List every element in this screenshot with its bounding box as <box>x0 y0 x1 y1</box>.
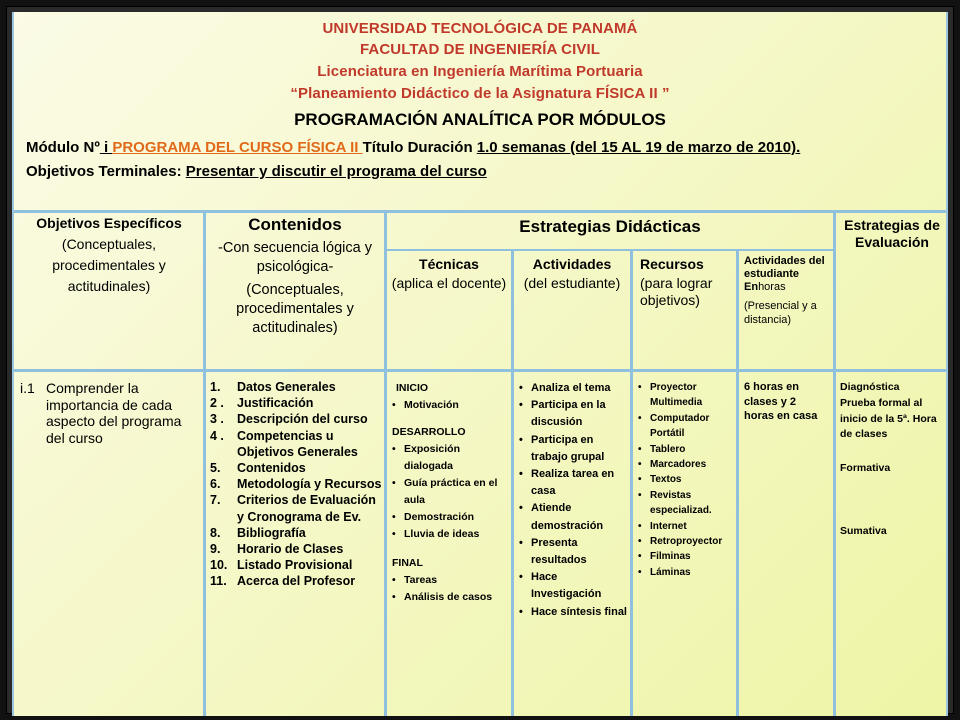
recurso-item-text: Filminas <box>650 551 691 563</box>
tecnica-item <box>392 589 510 606</box>
col-objetivos-header <box>16 214 202 297</box>
contenido-text: Contenidos <box>237 461 306 476</box>
university-name: UNIVERSIDAD TECNOLÓGICA DE PANAMÁ <box>322 20 638 37</box>
bullet-icon: • <box>638 412 642 424</box>
tecnica-item <box>392 572 510 589</box>
bullet-icon: • <box>392 574 396 586</box>
objetivos-terminales-label: Objetivos Terminales: <box>26 163 186 180</box>
bullet-icon: • <box>519 382 523 394</box>
recurso-item-text: Computador Portátil <box>650 412 710 440</box>
estrategias-didacticas-header: Estrategias Didácticas <box>519 217 701 236</box>
col-contenidos-header <box>207 215 383 338</box>
tecnica-item <box>392 441 510 475</box>
bullet-icon: • <box>638 474 642 486</box>
contenido-item <box>210 379 382 395</box>
col-horas-title: Actividades del estudiante <box>744 255 825 280</box>
tecnica-item-text: Motivación <box>404 399 459 411</box>
modulo-line <box>26 139 936 156</box>
actividad-item-text: Participa en la discusión <box>531 399 606 429</box>
contenido-item <box>210 557 382 573</box>
col-contenidos-subtitle-2: (Conceptuales, procedimentales y actitudinales) <box>236 282 354 336</box>
tecnicas-desarrollo-list <box>392 441 510 543</box>
bullet-icon: • <box>392 528 396 540</box>
contenidos-list <box>210 379 382 590</box>
actividad-item-text: Participa en trabajo grupal <box>531 433 605 463</box>
actividad-item-text: Atiende demostración <box>531 502 604 532</box>
modulo-label: Módulo Nº <box>26 139 100 156</box>
contenido-number: 11. <box>210 574 227 589</box>
contenido-item <box>210 573 382 589</box>
contenido-text: Metodología y Recursos <box>237 477 382 492</box>
contenido-item <box>210 476 382 492</box>
bullet-icon: • <box>638 566 642 578</box>
eval-diagnostica-detail: Prueba formal al inicio de la 5ª. Hora de clases <box>840 397 937 441</box>
recurso-item-text: Revistas especializad. <box>650 489 712 517</box>
tecnicas-desarrollo: DESARROLLO <box>392 426 466 438</box>
bullet-icon: • <box>519 399 523 412</box>
actividad-item-text: Hace síntesis final <box>531 605 627 618</box>
titulo-label: Título Duración <box>362 139 477 156</box>
col-horas-en: En <box>744 281 759 293</box>
contenido-text: Acerca del Profesor <box>237 574 356 589</box>
actividad-item-text: Hace Investigación <box>531 571 602 601</box>
contenido-number: 6. <box>210 477 221 492</box>
contenido-item <box>210 395 382 411</box>
col-contenidos-title: Contenidos <box>248 215 342 234</box>
bullet-icon: • <box>638 459 642 471</box>
contenido-text: Competencias u Objetivos Generales <box>237 428 358 459</box>
contenido-item <box>210 428 382 460</box>
col-tecnicas-header <box>388 255 510 292</box>
bullet-icon: • <box>638 536 642 548</box>
contenido-number: 9. <box>210 542 221 557</box>
objetivos-terminales-line <box>26 163 936 180</box>
contenido-text: Listado Provisional <box>237 558 353 573</box>
objetivo-text: Comprender la importancia de cada aspecto del programa del curso <box>46 380 182 446</box>
bullet-icon: • <box>392 591 396 603</box>
col-evaluacion-header <box>837 217 947 251</box>
col-horas-horas: horas <box>758 281 786 293</box>
column-divider-6 <box>833 210 836 716</box>
recurso-item <box>638 472 736 487</box>
contenido-number: 10. <box>210 558 228 573</box>
contenido-text: Datos Generales <box>237 380 336 394</box>
bullet-icon: • <box>519 433 523 446</box>
tecnicas-inicio: INICIO <box>396 382 429 394</box>
recurso-item <box>638 380 736 411</box>
contenido-number: 4 . <box>210 428 224 443</box>
slide <box>12 12 948 716</box>
objetivo-number: i.1 <box>20 380 35 396</box>
actividad-item <box>519 466 629 500</box>
tecnica-item-text: Análisis de casos <box>404 591 493 603</box>
table-header-bottom-border <box>14 369 948 372</box>
eval-sumativa: Sumativa <box>840 525 887 538</box>
contenido-text: Criterios de Evaluación y Cronograma de Ev. <box>237 493 376 524</box>
bullet-icon: • <box>519 502 523 515</box>
contenido-number: 7. <box>210 493 221 508</box>
bullet-icon: • <box>392 511 396 523</box>
contenido-number: 3 . <box>210 412 224 427</box>
bullet-icon: • <box>519 605 523 618</box>
recurso-item-text: Internet <box>650 520 687 532</box>
recurso-item-text: Textos <box>650 474 682 486</box>
duration-value: 1.0 semanas (del 15 AL 19 de marzo de 2010). <box>476 139 801 156</box>
actividad-item <box>519 535 629 569</box>
actividad-item <box>519 380 629 397</box>
recurso-item <box>638 457 736 472</box>
actividad-item <box>519 432 629 466</box>
col-actividades-subtitle: (del estudiante) <box>523 275 621 291</box>
column-divider-3 <box>511 249 514 716</box>
bullet-icon: • <box>638 520 642 532</box>
col-evaluacion-title: Estrategias de Evaluación <box>844 217 940 250</box>
col-recursos-subtitle: (para lograr objetivos) <box>640 275 713 308</box>
table-top-border <box>14 210 948 213</box>
modulo-number: i <box>99 139 113 156</box>
contenido-text: Descripción del curso <box>237 412 368 427</box>
contenido-number: 8. <box>210 525 221 540</box>
recurso-item-text: Retroproyector <box>650 536 723 548</box>
col-contenidos-subtitle: -Con secuencia lógica y psicológica- <box>218 240 372 275</box>
planning-title: “Planeamiento Didáctico de la Asignatura FÍSICA II ” <box>290 85 670 102</box>
actividad-item <box>519 569 629 603</box>
bullet-icon: • <box>638 443 642 455</box>
contenido-text: Horario de Clases <box>237 542 344 557</box>
recursos-list <box>638 380 736 580</box>
bullet-icon: • <box>392 477 396 489</box>
column-divider-1 <box>203 210 206 716</box>
col-tecnicas-title: Técnicas <box>419 256 479 272</box>
faculty-name: FACULTAD DE INGENIERÍA CIVIL <box>359 41 601 58</box>
tecnica-item-text: Tareas <box>404 574 438 586</box>
col-tecnicas-subtitle: (aplica el docente) <box>391 275 507 291</box>
tecnica-item-text: Guía práctica en el aula <box>404 477 498 506</box>
col-objetivos-title: Objetivos Específicos <box>36 215 182 231</box>
column-divider-4 <box>630 249 633 716</box>
bullet-icon: • <box>392 443 396 455</box>
recurso-item <box>638 534 736 549</box>
col-actividades-title: Actividades <box>532 256 612 272</box>
col-recursos-header <box>640 255 736 309</box>
recurso-item-text: Proyector Multimedia <box>650 382 703 409</box>
contenido-item <box>210 525 382 541</box>
col-actividades-header <box>514 255 630 292</box>
bullet-icon: • <box>638 551 642 563</box>
objetivos-terminales-value: Presentar y discutir el programa del curso <box>185 163 487 180</box>
contenido-text: Bibliografía <box>237 525 306 540</box>
recurso-item <box>638 519 736 534</box>
contenido-item <box>210 411 382 427</box>
bullet-icon: • <box>519 468 523 481</box>
col-objetivos-subtitle: (Conceptuales, procedimentales y actitudinales) <box>52 236 166 294</box>
tecnicas-cell <box>392 380 510 606</box>
tecnicas-inicio-list <box>392 397 510 414</box>
col-horas-subtitle: (Presencial y a distancia) <box>744 300 817 326</box>
recurso-item-text: Tablero <box>650 443 686 455</box>
evaluacion-cell <box>840 380 944 539</box>
recurso-item <box>638 549 736 564</box>
recurso-item <box>638 442 736 457</box>
actividad-item-text: Realiza tarea en casa <box>531 468 615 498</box>
contenido-number: 2 . <box>210 396 224 411</box>
col-recursos-title: Recursos <box>640 256 704 272</box>
actividad-item-text: Analiza el tema <box>531 382 611 394</box>
header <box>14 12 946 210</box>
eval-formativa: Formativa <box>840 461 891 474</box>
bullet-icon: • <box>392 399 396 411</box>
tecnica-item <box>392 509 510 526</box>
actividad-item <box>519 500 629 534</box>
contenido-item <box>210 460 382 476</box>
tecnica-item <box>392 397 510 414</box>
col-horas-header <box>744 255 832 327</box>
program-title: PROGRAMACIÓN ANALÍTICA POR MÓDULOS <box>294 110 666 129</box>
recurso-item-text: Láminas <box>650 566 691 578</box>
degree-name: Licenciatura en Ingeniería Marítima Portuaria <box>317 63 643 80</box>
recurso-item <box>638 565 736 580</box>
tecnicas-final: FINAL <box>392 557 423 569</box>
tecnica-item-text: Exposición dialogada <box>404 443 461 472</box>
actividad-item <box>519 397 629 431</box>
contenido-text: Justificación <box>237 396 314 411</box>
actividades-list <box>519 380 629 621</box>
column-divider-2 <box>384 210 387 716</box>
modulo-program: PROGRAMA DEL CURSO FÍSICA II <box>112 139 363 156</box>
bullet-icon: • <box>638 489 642 501</box>
actividad-item <box>519 604 629 621</box>
tecnicas-final-list <box>392 572 510 606</box>
eval-diagnostica: Diagnóstica <box>840 381 900 393</box>
contenido-item <box>210 541 382 557</box>
actividad-item-text: Presenta resultados <box>531 536 587 567</box>
subheader-border <box>385 249 833 251</box>
tecnica-item-text: Demostración <box>404 511 475 523</box>
contenido-item <box>210 492 382 524</box>
recurso-item <box>638 488 736 519</box>
bullet-icon: • <box>519 571 523 584</box>
column-divider-5 <box>736 249 739 716</box>
contenido-number: 1. <box>210 380 221 394</box>
bullet-icon: • <box>638 382 642 393</box>
contenido-number: 5. <box>210 461 221 476</box>
objetivo-cell <box>20 380 200 446</box>
tecnica-item <box>392 475 510 509</box>
bullet-icon: • <box>519 536 523 549</box>
tecnica-item <box>392 526 510 543</box>
tecnica-item-text: Lluvia de ideas <box>404 528 480 540</box>
horas-cell: 6 horas en clases y 2 horas en casa <box>744 381 818 422</box>
recurso-item-text: Marcadores <box>650 459 707 471</box>
recurso-item <box>638 411 736 442</box>
